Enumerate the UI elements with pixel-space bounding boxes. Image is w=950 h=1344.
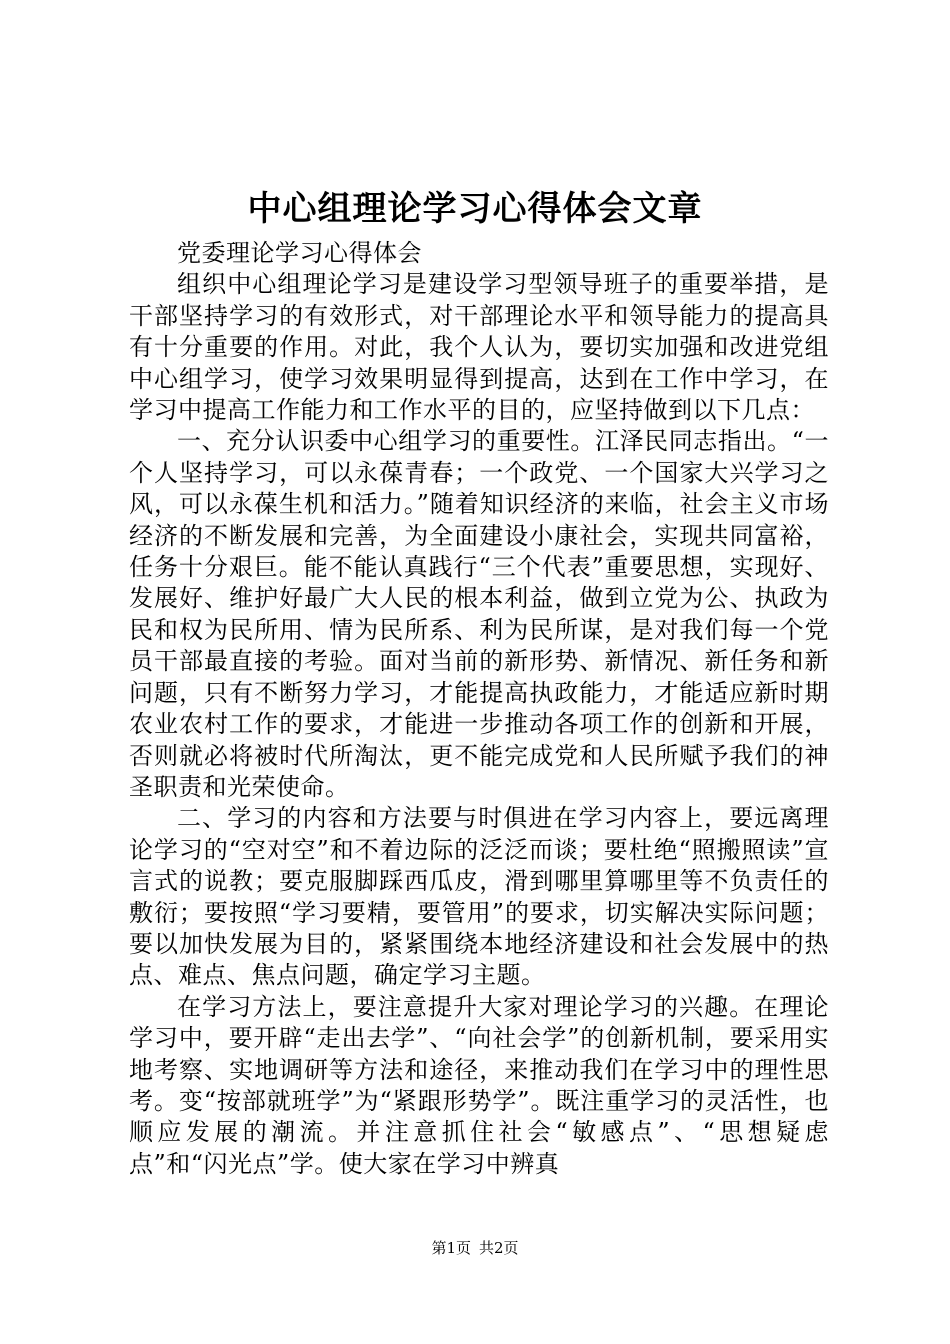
page-footer: [0, 1238, 950, 1258]
body-paragraph: 在学习方法上，要注意提升大家对理论学习的兴趣。在理论学习中，要开辟“走出去学”、“向社会学”的创新机制，要采用实地考察、实地调研等方法和途径，来推动我们在学习中的理性思考。变“按部就班学”为“紧跟形势学”。既注重学习的灵活性，也顺应发展的潮流。并注意抓住社会“敏感点”、“思想疑虑点”和“闪光点”学。使大家在学习中辨真: [129, 992, 829, 1178]
body-paragraph: 一、充分认识委中心组学习的重要性。江泽民同志指出。“一个人坚持学习，可以永葆青春；一个政党、一个国家大兴学习之风，可以永葆生机和活力。”随着知识经济的来临，社会主义市场经济的不断发展和完善，为全面建设小康社会，实现共同富裕，任务十分艰巨。能不能认真践行“三个代表”重要思想，实现好、发展好、维护好最广大人民的根本利益，做到立党为公、执政为民和权为民所用、情为民所系、利为民所谋，是对我们每一个党员干部最直接的考验。面对当前的新形势、新情况、新任务和新问题，只有不断努力学习，才能提高执政能力，才能适应新时期农业农村工作的要求，才能进一步推动各项工作的创新和开展，否则就必将被时代所淘汰，更不能完成党和人民所赋予我们的神圣职责和光荣使命。: [129, 427, 829, 801]
subtitle-paragraph: 党委理论学习心得体会: [177, 239, 422, 267]
body-paragraph: 组织中心组理论学习是建设学习型领导班子的重要举措，是干部坚持学习的有效形式，对干部理论水平和领导能力的提高具有十分重要的作用。对此，我个人认为，要切实加强和改进党组中心组学习，使学习效果明显得到提高，达到在工作中学习，在学习中提高工作能力和工作水平的目的，应坚持做到以下几点：: [129, 270, 829, 425]
page-number: 第1页: [431, 1239, 471, 1257]
page-total: 共2页: [479, 1239, 519, 1257]
document-title: 中心组理论学习心得体会文章: [247, 189, 703, 229]
document-body: [129, 238, 829, 1180]
body-paragraph: 二、学习的内容和方法要与时俱进在学习内容上，要远离理论学习的“空对空”和不着边际的泛泛而谈；要杜绝“照搬照读”宣言式的说教；要克服脚踩西瓜皮，滑到哪里算哪里等不负责任的敷衍；要按照“学习要精，要管用”的要求，切实解决实际问题；要以加快发展为目的，紧紧围绕本地经济建设和社会发展中的热点、难点、焦点问题，确定学习主题。: [129, 804, 829, 990]
